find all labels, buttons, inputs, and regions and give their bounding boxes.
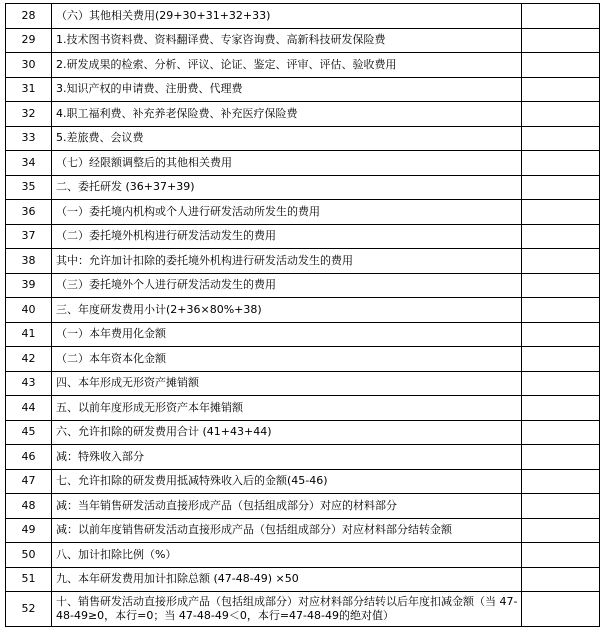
row-number: 35 — [6, 175, 52, 200]
rd-expense-table — [5, 3, 600, 627]
row-item-label: 二、委托研发 (36+37+39) — [52, 175, 522, 200]
row-item-label: （七）经限额调整后的其他相关费用 — [52, 151, 522, 176]
row-number: 51 — [6, 567, 52, 592]
row-item-label: 减：特殊收入部分 — [52, 445, 522, 470]
table-row — [6, 298, 600, 323]
row-amount-cell[interactable] — [522, 77, 600, 102]
row-amount-cell[interactable] — [522, 102, 600, 127]
row-amount-cell[interactable] — [522, 371, 600, 396]
row-number: 41 — [6, 322, 52, 347]
row-number: 50 — [6, 543, 52, 568]
row-amount-cell[interactable] — [522, 28, 600, 53]
table-row — [6, 200, 600, 225]
row-amount-cell[interactable] — [522, 567, 600, 592]
row-item-label: 五、以前年度形成无形资产本年摊销额 — [52, 396, 522, 421]
table-row — [6, 77, 600, 102]
row-number: 52 — [6, 592, 52, 627]
expense-table-sheet — [5, 3, 594, 627]
row-item-label: 七、允许扣除的研发费用抵减特殊收入后的金额(45-46) — [52, 469, 522, 494]
row-item-label: 2.研发成果的检索、分析、评议、论证、鉴定、评审、评估、验收费用 — [52, 53, 522, 78]
table-row — [6, 469, 600, 494]
row-amount-cell[interactable] — [522, 543, 600, 568]
row-amount-cell[interactable] — [522, 126, 600, 151]
table-row — [6, 4, 600, 29]
row-item-label: （一）委托境内机构或个人进行研发活动所发生的费用 — [52, 200, 522, 225]
table-row — [6, 126, 600, 151]
row-item-label: 八、加计扣除比例（%） — [52, 543, 522, 568]
row-item-label: 5.差旅费、会议费 — [52, 126, 522, 151]
row-item-label: 3.知识产权的申请费、注册费、代理费 — [52, 77, 522, 102]
table-body — [6, 4, 600, 627]
row-item-label: （二）本年资本化金额 — [52, 347, 522, 372]
row-number: 47 — [6, 469, 52, 494]
table-row — [6, 28, 600, 53]
row-amount-cell[interactable] — [522, 347, 600, 372]
row-amount-cell[interactable] — [522, 322, 600, 347]
table-row — [6, 567, 600, 592]
row-amount-cell[interactable] — [522, 249, 600, 274]
row-number: 36 — [6, 200, 52, 225]
row-number: 45 — [6, 420, 52, 445]
table-row — [6, 347, 600, 372]
row-item-label: （三）委托境外个人进行研发活动发生的费用 — [52, 273, 522, 298]
table-row — [6, 273, 600, 298]
row-number: 43 — [6, 371, 52, 396]
row-amount-cell[interactable] — [522, 175, 600, 200]
table-row — [6, 420, 600, 445]
row-number: 30 — [6, 53, 52, 78]
table-row — [6, 518, 600, 543]
row-item-label: （二）委托境外机构进行研发活动发生的费用 — [52, 224, 522, 249]
row-amount-cell[interactable] — [522, 420, 600, 445]
row-item-label: 1.技术图书资料费、资料翻译费、专家咨询费、高新科技研发保险费 — [52, 28, 522, 53]
row-item-label: 三、年度研发费用小计(2+36×80%+38) — [52, 298, 522, 323]
row-number: 49 — [6, 518, 52, 543]
table-row — [6, 322, 600, 347]
row-amount-cell[interactable] — [522, 445, 600, 470]
row-number: 42 — [6, 347, 52, 372]
row-amount-cell[interactable] — [522, 4, 600, 29]
table-row — [6, 592, 600, 627]
row-amount-cell[interactable] — [522, 469, 600, 494]
row-number: 48 — [6, 494, 52, 519]
row-number: 32 — [6, 102, 52, 127]
table-row — [6, 445, 600, 470]
row-item-label: 十、销售研发活动直接形成产品（包括组成部分）对应材料部分结转以后年度扣减金额（当 47-48-49≥0，本行=0；当 47-48-49＜0，本行=47-48-49的绝对值） — [52, 592, 522, 627]
row-item-label: 4.职工福利费、补充养老保险费、补充医疗保险费 — [52, 102, 522, 127]
row-item-label: 六、允许扣除的研发费用合计 (41+43+44) — [52, 420, 522, 445]
row-amount-cell[interactable] — [522, 592, 600, 627]
table-row — [6, 371, 600, 396]
row-item-label: 九、本年研发费用加计扣除总额 (47-48-49) ×50 — [52, 567, 522, 592]
table-row — [6, 249, 600, 274]
row-number: 29 — [6, 28, 52, 53]
table-row — [6, 102, 600, 127]
row-amount-cell[interactable] — [522, 224, 600, 249]
row-number: 33 — [6, 126, 52, 151]
row-amount-cell[interactable] — [522, 151, 600, 176]
row-amount-cell[interactable] — [522, 396, 600, 421]
row-number: 37 — [6, 224, 52, 249]
row-number: 28 — [6, 4, 52, 29]
row-item-label: 其中：允许加计扣除的委托境外机构进行研发活动发生的费用 — [52, 249, 522, 274]
row-amount-cell[interactable] — [522, 298, 600, 323]
row-item-label: 减：以前年度销售研发活动直接形成产品（包括组成部分）对应材料部分结转金额 — [52, 518, 522, 543]
table-row — [6, 396, 600, 421]
table-row — [6, 543, 600, 568]
table-row — [6, 151, 600, 176]
row-item-label: （六）其他相关费用(29+30+31+32+33) — [52, 4, 522, 29]
row-number: 46 — [6, 445, 52, 470]
table-row — [6, 494, 600, 519]
row-amount-cell[interactable] — [522, 273, 600, 298]
row-item-label: （一）本年费用化金额 — [52, 322, 522, 347]
table-row — [6, 224, 600, 249]
row-number: 31 — [6, 77, 52, 102]
row-amount-cell[interactable] — [522, 53, 600, 78]
row-amount-cell[interactable] — [522, 518, 600, 543]
row-amount-cell[interactable] — [522, 200, 600, 225]
table-row — [6, 53, 600, 78]
row-item-label: 四、本年形成无形资产摊销额 — [52, 371, 522, 396]
row-amount-cell[interactable] — [522, 494, 600, 519]
row-number: 38 — [6, 249, 52, 274]
table-row — [6, 175, 600, 200]
row-item-label: 减：当年销售研发活动直接形成产品（包括组成部分）对应的材料部分 — [52, 494, 522, 519]
row-number: 39 — [6, 273, 52, 298]
row-number: 40 — [6, 298, 52, 323]
row-number: 44 — [6, 396, 52, 421]
row-number: 34 — [6, 151, 52, 176]
